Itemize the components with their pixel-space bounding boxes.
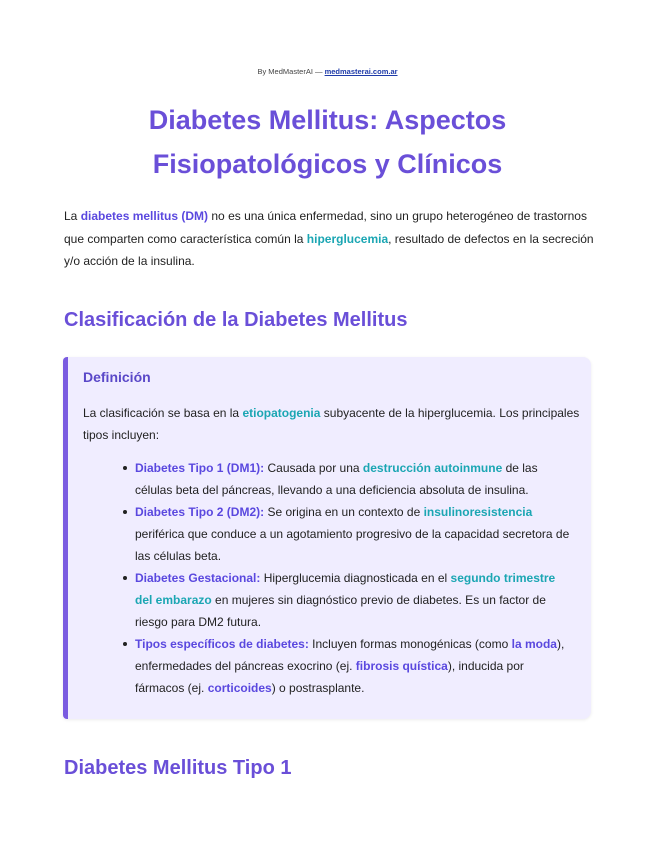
item-keyword: corticoides — [207, 681, 272, 695]
item-label: Diabetes Tipo 1 (DM1): — [135, 461, 265, 475]
byline-prefix: By MedMasterAI — — [257, 67, 325, 76]
item-text: ) o postrasplante. — [271, 681, 365, 695]
item-keyword: segundo trimestre del embarazo — [135, 571, 556, 607]
item-text: Hiperglucemia diagnosticada en el — [260, 571, 451, 585]
item-label: Tipos específicos de diabetes: — [135, 637, 309, 651]
list-item — [135, 457, 575, 501]
item-keyword: fibrosis quística — [355, 659, 448, 673]
item-text: Se origina en un contexto de — [264, 505, 424, 519]
item-text: ), enfermedades del páncreas exocrino (ej. — [135, 637, 565, 673]
item-text: en mujeres sin diagnóstico previo de diabetes. Es un factor de riesgo para DM2 futura. — [135, 593, 546, 629]
intro-keyword-hiperglucemia: hiperglucemia — [306, 231, 389, 246]
item-text: ), inducida por fármacos (ej. — [135, 659, 524, 695]
intro-text: no es una única enfermedad, sino un grupo heterogéneo de trastornos que comparten como característica común la — [64, 209, 587, 246]
intro-paragraph — [64, 205, 594, 273]
definition-text: subyacente de la hiperglucemia. Los principales tipos incluyen: — [83, 406, 580, 442]
list-item — [135, 501, 575, 567]
intro-text: La — [64, 209, 81, 223]
section-heading-clasificacion: Clasificación de la Diabetes Mellitus — [64, 309, 408, 331]
page-title: Diabetes Mellitus: Aspectos Fisiopatológicos y Clínicos — [148, 105, 507, 179]
definition-intro — [83, 402, 583, 446]
item-keyword: destrucción autoinmune — [362, 461, 503, 475]
keyword-etiopatogenia: etiopatogenia — [242, 406, 321, 420]
intro-text: , resultado de defectos en la secreción y/o acción de la insulina. — [64, 231, 594, 268]
item-label: Diabetes Tipo 2 (DM2): — [135, 505, 265, 519]
byline-link[interactable]: medmasterai.com.ar — [324, 67, 398, 76]
list-item — [135, 633, 575, 699]
item-text: Causada por una — [264, 461, 363, 475]
item-text: Incluyen formas monogénicas (como — [308, 637, 512, 651]
list-item — [135, 567, 575, 633]
definition-title: Definición — [83, 369, 151, 385]
definition-text: La clasificación se basa en la — [83, 406, 243, 420]
item-keyword: insulinoresistencia — [423, 505, 533, 519]
item-text: de las células beta del páncreas, llevando a una deficiencia absoluta de insulina. — [135, 461, 538, 497]
intro-keyword-dm: diabetes mellitus (DM) — [80, 209, 209, 223]
item-text: periférica que conduce a un agotamiento progresivo de la capacidad secretora de las células beta. — [135, 527, 570, 563]
item-keyword: la moda — [511, 637, 557, 651]
section-heading-dm1: Diabetes Mellitus Tipo 1 — [64, 757, 292, 779]
byline — [0, 67, 655, 76]
classification-list — [135, 457, 575, 699]
item-label: Diabetes Gestacional: — [135, 571, 261, 585]
definition-box — [63, 357, 591, 719]
